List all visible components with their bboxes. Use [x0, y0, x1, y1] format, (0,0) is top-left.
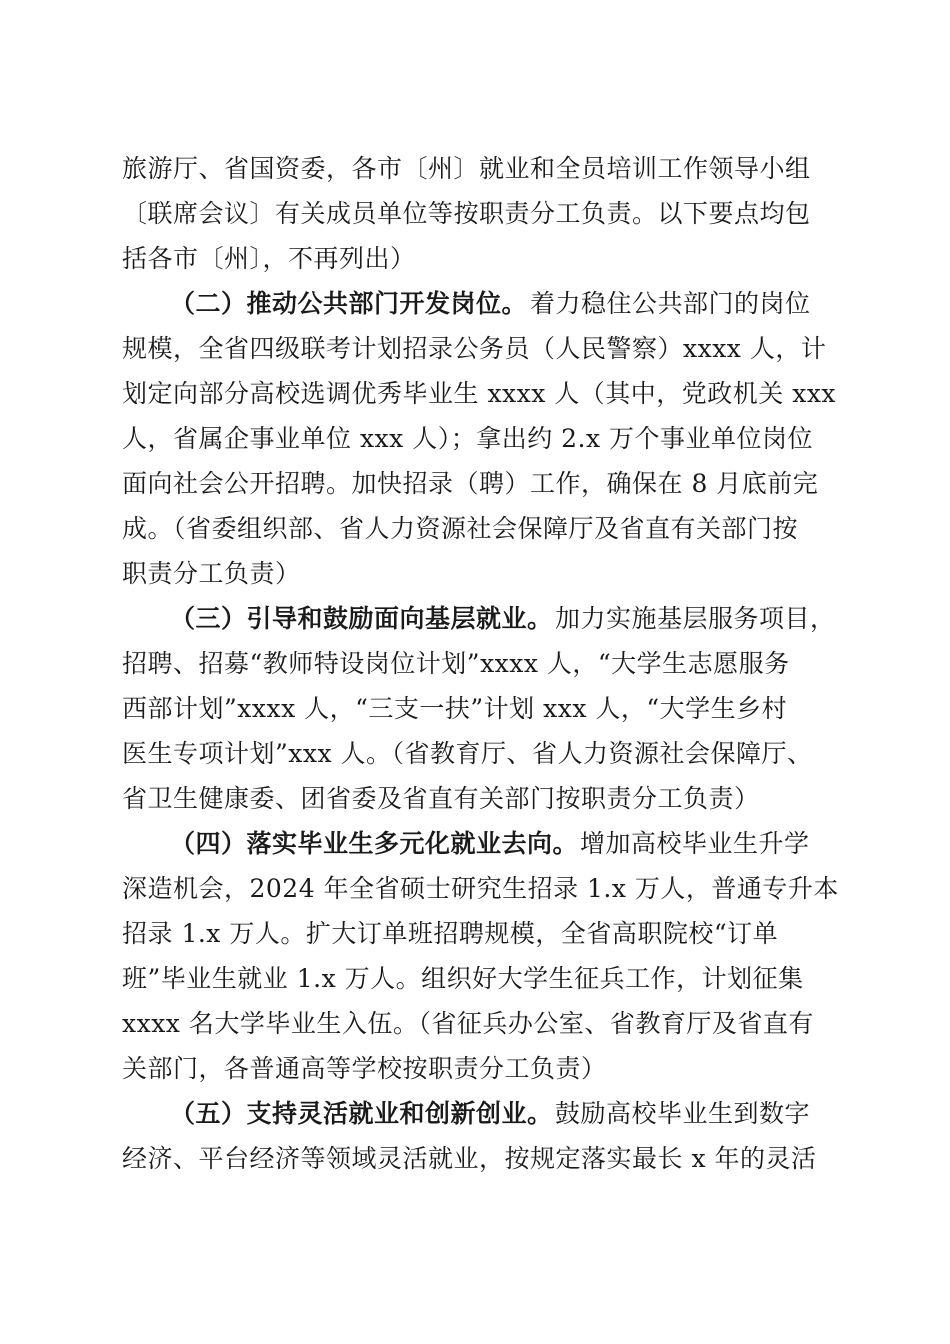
section-2-heading: （二）推动公共部门开发岗位。 [170, 289, 528, 318]
text-line: 招聘、招募“教师特设岗位计划”xxxx 人，“大学生志愿服务 [122, 649, 790, 678]
text-line: 面向社会公开招聘。加快招录（聘）工作，确保在 8 月底前完 [122, 469, 819, 498]
section-4-body-start: 增加高校毕业生升学 [580, 829, 810, 858]
text-line: 班”毕业生就业 1.x 万人。组织好大学生征兵工作，计划征集 [122, 964, 804, 993]
text-line: 规模，全省四级联考计划招录公务员（人民警察）xxxx 人，计 [122, 334, 827, 363]
text-line: 划定向部分高校选调优秀毕业生 xxxx 人（其中，党政机关 xxx [122, 379, 837, 408]
text-line: xxxx 名大学毕业生入伍。（省征兵办公室、省教育厅及省直有 [122, 1009, 814, 1038]
text-line: 省卫生健康委、团省委及省直有关部门按职责分工负责） [122, 784, 760, 813]
section-4-heading: （四）落实毕业生多元化就业去向。 [170, 829, 579, 858]
text-line: 职责分工负责） [122, 559, 301, 588]
text-line: 旅游厅、省国资委，各市〔州〕就业和全员培训工作领导小组 [122, 154, 811, 183]
section-5-heading: （五）支持灵活就业和创新创业。 [170, 1099, 553, 1128]
text-line: 深造机会，2024 年全省硕士研究生招录 1.x 万人，普通专升本 [122, 874, 839, 903]
text-line: 医生专项计划”xxx 人。（省教育厅、省人力资源社会保障厅、 [122, 739, 813, 768]
text-line: 括各市〔州〕，不再列出） [122, 244, 416, 273]
text-line: 关部门，各普通高等学校按职责分工负责） [122, 1054, 607, 1083]
text-line: 招录 1.x 万人。扩大订单班招聘规模，全省高职院校“订单 [122, 919, 779, 948]
text-line: 经济、平台经济等领域灵活就业，按规定落实最长 x 年的灵活 [122, 1144, 817, 1173]
text-line: 成。（省委组织部、省人力资源社会保障厅及省直有关部门按 [122, 514, 799, 543]
section-3-heading: （三）引导和鼓励面向基层就业。 [170, 604, 553, 633]
section-2-body-start: 着力稳住公共部门的岗位 [530, 289, 811, 318]
text-line: 〔联席会议〕有关成员单位等按职责分工负责。以下要点均包 [122, 199, 811, 228]
section-5-body-start: 鼓励高校毕业生到数字 [555, 1099, 811, 1128]
text-line: 西部计划”xxxx 人，“三支一扶”计划 xxx 人，“大学生乡村 [122, 694, 788, 723]
text-line: 人，省属企事业单位 xxx 人）；拿出约 2.x 万个事业单位岗位 [122, 424, 814, 453]
section-3-body-start: 加力实施基层服务项目， [555, 604, 836, 633]
